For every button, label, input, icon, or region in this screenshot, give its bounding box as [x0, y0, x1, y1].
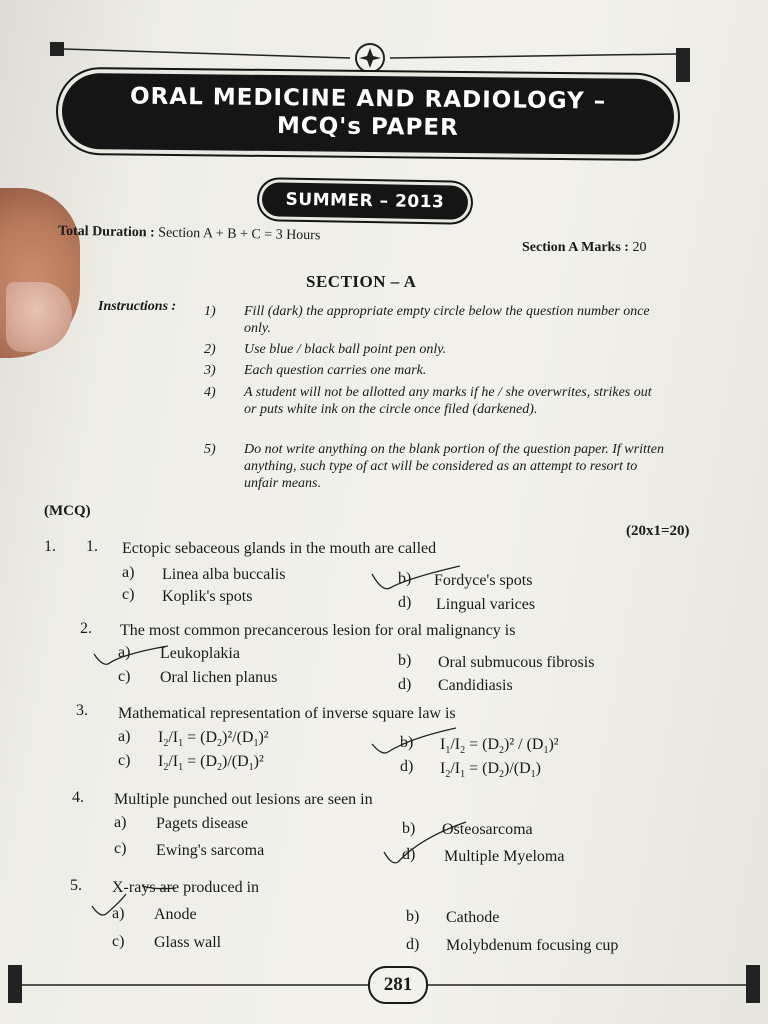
option-letter: c) — [112, 933, 125, 950]
thumbnail-image — [6, 282, 72, 352]
option-text: Oral lichen planus — [160, 669, 278, 686]
option-letter: a) — [112, 905, 125, 922]
option-text: Ewing's sarcoma — [156, 842, 265, 859]
instruction-item — [204, 362, 664, 379]
instruction-number: 4) — [204, 385, 216, 400]
option-text: Cathode — [446, 909, 500, 926]
option-text: Molybdenum focusing cup — [446, 937, 619, 954]
option-letter: c) — [118, 752, 131, 769]
question-text: X-rays are produced in — [112, 879, 260, 896]
duration-value: Section A + B + C = 3 Hours — [158, 225, 321, 244]
instruction-text: Each question carries one mark. — [244, 363, 427, 378]
option-text: Glass wall — [154, 934, 222, 951]
option-letter: b) — [406, 908, 420, 925]
question-text: Mathematical representation of inverse square law is — [118, 705, 456, 722]
instruction-number: 1) — [204, 304, 216, 319]
instruction-item — [204, 384, 664, 436]
option-formula: $I_2/I_1 = (D_2)^2/(D_1)^2$ — [158, 729, 269, 750]
answer-tick-mark — [380, 818, 470, 868]
exam-title-line2: MCQ's PAPER — [276, 113, 459, 141]
question-text: Ectopic sebaceous glands in the mouth are called — [122, 540, 437, 557]
question-text: Multiple punched out lesions are seen in — [114, 791, 373, 808]
question-number: 5. — [70, 877, 82, 894]
option-text: Leukoplakia — [160, 645, 240, 662]
exam-title-line1: ORAL MEDICINE AND RADIOLOGY – — [129, 83, 607, 115]
instruction-text: Do not write anything on the blank portion of the question paper. If written anything, such type of act will be considered as an attempt to resort to unfair means. — [244, 442, 664, 491]
option-letter: b) — [398, 652, 412, 669]
instruction-number: 5) — [204, 442, 216, 457]
answer-tick-mark — [90, 880, 180, 920]
option-text: Multiple Myeloma — [444, 848, 565, 865]
question-number: 2. — [80, 620, 92, 637]
option-formula: $I_1/I_2 = (D_2)^2 / (D_1)^2$ — [440, 736, 559, 757]
option-text: Osteosarcoma — [442, 821, 533, 838]
option-letter: a) — [114, 814, 127, 831]
question-number: 3. — [76, 702, 88, 719]
option-letter: c) — [118, 668, 131, 685]
option-letter: d) — [402, 846, 416, 863]
option-letter: d) — [398, 676, 412, 693]
answer-tick-mark — [368, 564, 464, 594]
instruction-text: Use blue / black ball point pen only. — [244, 342, 447, 357]
option-text: Candidiasis — [438, 677, 513, 694]
section-title: SECTION – A — [306, 272, 417, 291]
option-letter: b) — [402, 820, 416, 837]
duration-label: Total Duration : — [57, 223, 155, 241]
instruction-item — [204, 441, 664, 493]
option-formula: $I_2/I_1 = (D_2)/(D_1)^2$ — [158, 753, 264, 774]
instructions-label: Instructions : — [98, 299, 177, 314]
option-letter: a) — [118, 644, 131, 661]
option-text: Oral submucous fibrosis — [438, 654, 595, 671]
option-text: Lingual varices — [436, 596, 536, 613]
instruction-number: 3) — [204, 363, 216, 378]
page-number: 281 — [368, 966, 428, 1004]
option-text: Pagets disease — [156, 815, 248, 832]
mcq-score: (20x1=20) — [626, 523, 690, 539]
option-text: Anode — [154, 906, 197, 923]
question-prefix: 1. — [86, 538, 98, 555]
instruction-text: A student will not be allotted any marks if he / she overwrites, strikes out or puts white ink on the circle once filed (darkened). — [244, 385, 652, 417]
option-letter: d) — [398, 594, 412, 611]
instruction-text: Fill (dark) the appropriate empty circle below the question number once only. — [244, 304, 650, 336]
question-number: 4. — [72, 789, 84, 806]
section-marks — [522, 240, 646, 256]
option-letter: a) — [122, 564, 135, 581]
option-text: Fordyce's spots — [434, 572, 533, 589]
instruction-item — [204, 341, 664, 358]
question-text: The most common precancerous lesion for oral malignancy is — [120, 622, 516, 639]
option-letter: d) — [406, 936, 420, 953]
instruction-item — [204, 303, 664, 337]
option-letter: d) — [400, 758, 414, 775]
session-badge: SUMMER – 2013 — [262, 182, 469, 220]
marks-label: Section A Marks : — [522, 240, 629, 255]
option-text: Koplik's spots — [162, 588, 253, 605]
answer-tick-mark — [92, 640, 172, 670]
option-letter: c) — [114, 840, 127, 857]
marks-value: 20 — [632, 240, 647, 255]
exam-title-banner — [62, 73, 675, 155]
option-letter: c) — [122, 586, 135, 603]
mcq-label: (MCQ) — [44, 503, 91, 519]
option-text: Linea alba buccalis — [162, 566, 286, 583]
option-letter: a) — [118, 728, 131, 745]
question-number: 1. — [44, 538, 56, 555]
option-letter: b) — [400, 734, 414, 751]
instruction-number: 2) — [204, 342, 216, 357]
answer-tick-mark — [370, 726, 460, 758]
duration-line — [58, 224, 321, 245]
option-letter: b) — [398, 570, 412, 587]
option-formula: $I_2/I_1 = (D_2)/(D_1)$ — [440, 760, 541, 781]
